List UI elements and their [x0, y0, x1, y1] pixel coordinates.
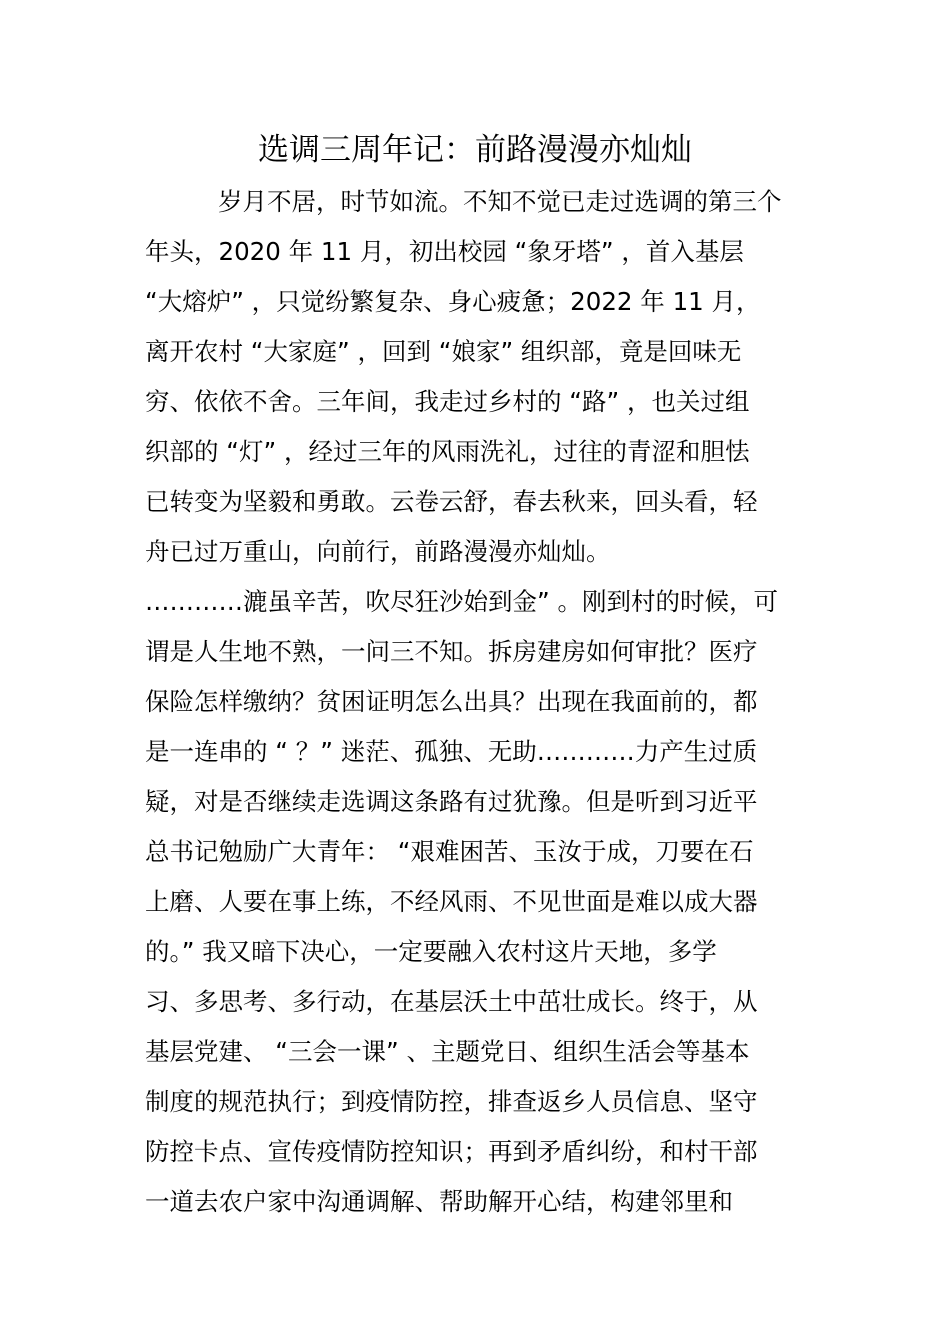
text-line: 穷、依依不舍。三年间，我走过乡村的 “路” ，也关过组: [145, 387, 750, 416]
document-title: 选调三周年记：前路漫漫亦灿灿: [258, 132, 692, 168]
text-line: 岁月不居，时节如流。不知不觉已走过选调的第三个: [218, 187, 782, 216]
text-line: 总书记勉励广大青年： “艰难困苦、玉汝于成，刀要在石: [145, 837, 754, 866]
text-line: 防控卡点、宣传疫情防控知识；再到矛盾纠纷，和村干部: [145, 1137, 758, 1166]
text-line: 疑，对是否继续走选调这条路有过犹豫。但是听到习近平: [145, 787, 758, 816]
text-line: 一道去农户家中沟通调解、帮助解开心结，构建邻里和: [145, 1187, 733, 1216]
text-line: 保险怎样缴纳？贫困证明怎么出具？出现在我面前的，都: [145, 687, 758, 716]
text-line: 谓是人生地不熟，一问三不知。拆房建房如何审批？医疗: [145, 637, 758, 666]
text-line: 织部的 “灯” ，经过三年的风雨洗礼，过往的青涩和胆怯: [145, 437, 750, 466]
text-line: 制度的规范执行；到疫情防控，排查返乡人员信息、坚守: [145, 1087, 758, 1116]
text-line: “大熔炉” ，只觉纷繁复杂、身心疲惫；2022 年 11 月，: [145, 287, 761, 316]
text-line: 习、多思考、多行动，在基层沃土中茁壮成长。终于，从: [145, 987, 758, 1016]
text-line: 基层党建、 “三会一课” 、主题党日、组织生活会等基本: [145, 1037, 750, 1066]
document-body: [145, 177, 815, 1227]
text-line: …………漉虽辛苦，吹尽狂沙始到金” 。刚到村的时候，可: [145, 587, 778, 616]
text-line: 的。” 我又暗下决心，一定要融入农村这片天地，多学: [145, 937, 717, 966]
text-line: 离开农村 “大家庭” ，回到 “娘家” 组织部，竟是回味无: [145, 337, 742, 366]
text-line: 是一连串的 “ ？” 迷茫、孤独、无助…………力产生过质: [145, 737, 758, 766]
text-line: 已转变为坚毅和勇敢。云卷云舒，春去秋来，回头看，轻: [145, 487, 758, 516]
text-line: 舟已过万重山，向前行，前路漫漫亦灿灿。: [145, 537, 611, 566]
text-line: 年头，2020 年 11 月，初出校园 “象牙塔” ，首入基层: [145, 237, 744, 266]
text-line: 上磨、人要在事上练，不经风雨、不见世面是难以成大器: [145, 887, 758, 916]
